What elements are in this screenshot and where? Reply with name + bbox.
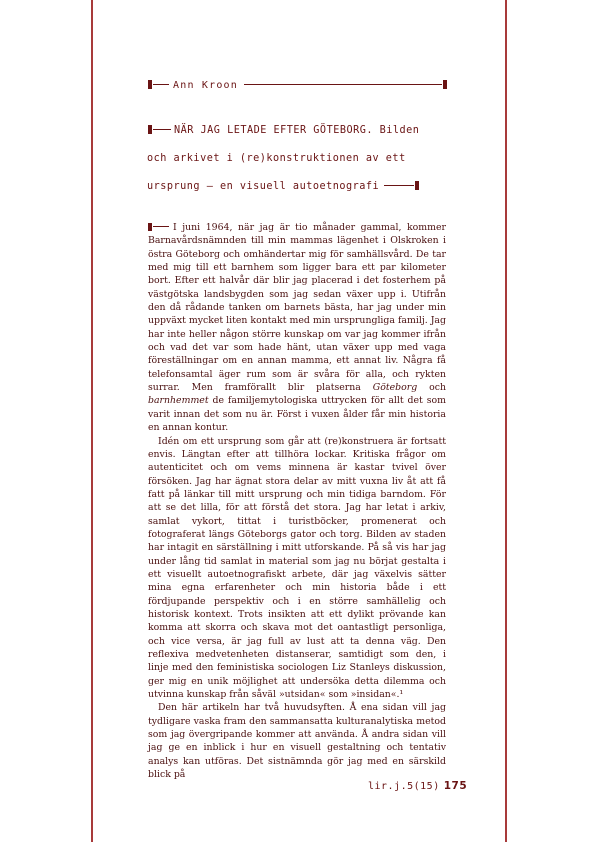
title-line-1 (148, 117, 448, 145)
ornament-dash (244, 84, 442, 85)
left-margin-rule (91, 0, 93, 842)
emphasis-barnhemmet: barnhemmet (148, 395, 209, 407)
ornament-dash (384, 185, 414, 186)
paragraph-2: Idén om ett ursprung som går att (re)konstruera är fortsatt envis. Längtan efter att tillhöra lockar. Kritiska frågor om autenticitet och om vems minnena är kastar tvivel över försöken. Jag har ägnat stora delar av mitt vuxna liv åt att få fatt på länkar till mitt ursprung och min tidiga barndom. För att se det lilla, för att förstå det stora. Jag har letat i arkiv, samlat vykort, tittat i turistböcker, promenerat och fotograferat längs Göteborgs gator och torg. Bilden av staden har intagit en särställning i mitt utforskande. På så vis har jag under lång tid samlat in material som jag nu börjat gestalta i ett visuellt autoetnografiskt arbete, där jag växelvis sätter mina egna erfarenheter och min historia både i ett fördjupande perspektiv och i en större samhällelig och historisk kontext. Trots insikten att ett dylikt prövande kan komma att skorra och skava mot det oantastligt personliga, och vice versa, är jag full av lust att ta denna väg. Den reflexiva medvetenheten distanserar, samtidigt som den, i linje med den feministiska sociologen Liz Stanleys diskussion, ger mig en unik möjlighet att undersöka detta dilemma och utvinna kunskap från såväl »utsidan« som »insidan«.¹ (148, 435, 446, 701)
article-body (148, 221, 446, 781)
author-name: Ann Kroon (173, 80, 238, 91)
author-line (148, 80, 446, 91)
right-margin-rule (505, 0, 507, 842)
journal-issue: lir.j.5(15) (368, 781, 440, 792)
ornament-square (148, 80, 152, 89)
ornament-dash (153, 129, 171, 130)
ornament-square (443, 80, 447, 89)
paragraph-3: Den här artikeln har två huvudsyften. Å ena sidan vill jag tydligare vaska fram den sammansatta kulturanalytiska metod som jag övergripande kommer att använda. Å andra sidan vill jag ge en inblick i hur en visuell gestaltning och tentativ analys kan utföras. Det sistnämnda gör jag med en särskild blick på (148, 702, 446, 781)
page-number: 175 (443, 780, 468, 792)
paragraph-1-text-b: och (417, 382, 447, 394)
title-text-3: ursprung – en visuell autoetnografi (147, 181, 380, 192)
title-line-2: och arkivet i (re)konstruktionen av ett (147, 153, 406, 164)
ornament-square (148, 125, 152, 134)
ornament-square (148, 223, 152, 231)
emphasis-goteborg: Göteborg (372, 382, 418, 394)
paragraph-1 (148, 221, 446, 435)
page-folio (368, 780, 468, 792)
paragraph-1-text-a: I juni 1964, när jag är tio månader gammal, kommer Barnavårdsnämnden till min mammas lägenhet i Olskroken i östra Göteborg och omhändertar mig för samhällsvård. De tar med mig till ett barnhem som ligger bara ett par kilometer bort. Efter ett halvår där blir jag placerad i det fosterhem på västgötska landsbygden som jag sedan växer upp i. Utifrån den då rådande tanken om barnets bästa, har jag under min uppväxt mycket liten kontakt med min ursprungliga familj. Jag har inte heller någon större kunskap om var jag kommer ifrån och vad det var som hade hänt, utan växer upp med vaga föreställningar om en annan mamma, ett annat liv. Några få telefonsamtal äger rum som är svåra för alla, och rykten surrar. Men framförallt blir platserna (148, 222, 446, 394)
title-text-1: NÄR JAG LETADE EFTER GÖTEBORG. Bilden (174, 125, 420, 136)
ornament-square (415, 181, 419, 190)
title-line-3 (147, 173, 447, 201)
article-title (148, 117, 448, 201)
ornament-dash (153, 84, 169, 85)
paragraph-1-text-c: de familjemytologiska uttrycken för allt det som varit innan det som nu är. Först i vuxen ålder får min historia en annan kontur. (148, 395, 446, 434)
ornament-dash (153, 226, 169, 227)
